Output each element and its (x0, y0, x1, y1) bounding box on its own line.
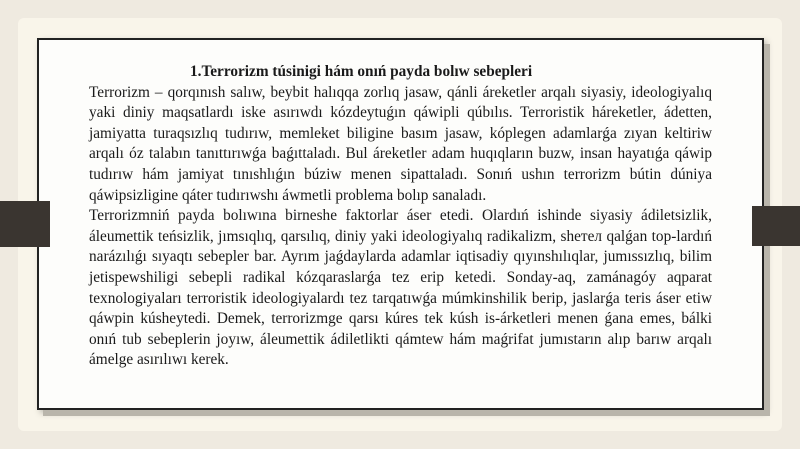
left-edge-tab (0, 201, 50, 247)
slide-content (89, 62, 712, 371)
paragraph-causes: Terrorizmniń payda bolıwına birneshe faktorlar áser etedi. Olardıń ishinde siyasiy ádiletsizlik, áleumettik teńsizlik, jımsıqlıq, qarsılıq, diniy yaki ideologiyalıq radikalizm, shетел qalǵan top-lardıń narázılıǵı sıyaqtı sebepler bar. Ayrım jaǵdaylarda adamlar iqtisadiy qıyınshılıqlar, jumıssızlıq, bilim jetispewshiligi sebepli radikal kózqaraslarǵa tez erip ketedi. Sonday-aq, zamánagóy aqparat texnologiyaları terroristik ideologiyalardı tez tarqatıwǵa múmkinshilik berip, jaslarǵa teris áser etiw qáwpin kúsheytedi. Demek, terrorizmge qarsı kúres tek kúsh is-árketleri menen ǵana emes, bálki onıń tub sebeplerin joyıw, áleumettik ádiletlikti qámtew hám maǵrifat jumıstarın alıp barıw arqalı ámelge asırılıwı kerek. (89, 207, 712, 369)
paragraph-definition: Terrorizm – qorqınısh salıw, beybit halıqqa zorlıq jasaw, qánli áreketler arqalı siyasiy, ideologiyalıq yaki diniy maqsatlardı iske asırıwdı kózdeytuǵın qáwipli qúbılıs. Terroristik háreketler, ádetten, jamiyatta turaqsızlıq tudırıw, memleket biligine basım jasaw, kóplegen adamlarǵa zıyan keltiriw arqalı óz talabın tanıttırıwǵa baǵıttaladı. Bul áreketler adam huqıqların buzw, insan hayatıǵa qáwip tudırıw hám jamiyat tınıshlıǵın búziw menen sipattaladı. Sonıń ushın terrorizm bútin dúniya qáwipsizligine qáter tudırıwshı áwmetli problema bolıp sanaladı. (89, 83, 712, 204)
slide-title: 1.Terrorizm túsinigi hám onıń payda bolıw sebepleri (190, 63, 533, 80)
right-edge-tab (752, 206, 800, 246)
